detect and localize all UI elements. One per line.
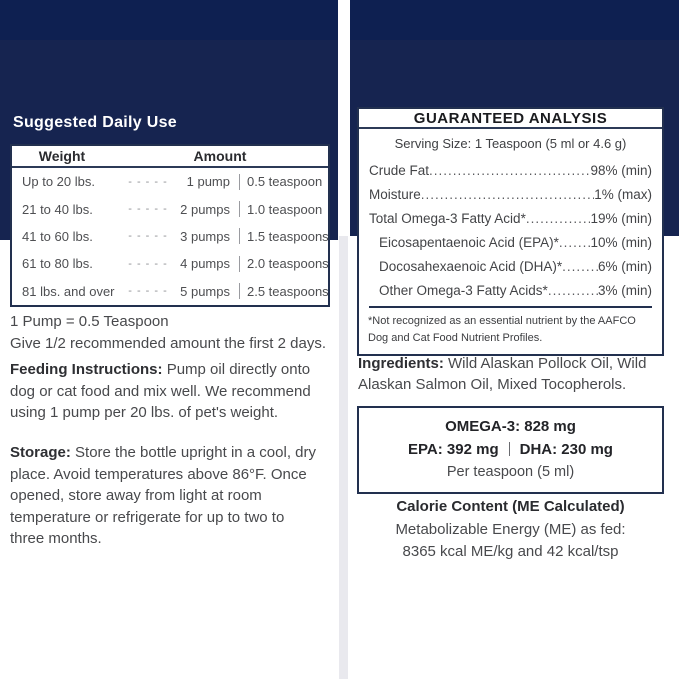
feeding-line: dog or cat food and mix well. We recommend: [10, 382, 311, 400]
epa-dha-line: [359, 438, 662, 461]
feeding-instructions: [10, 359, 340, 424]
row-dash-leader: - - - - -: [128, 175, 168, 188]
epa-amount: EPA: 392 mg: [408, 441, 499, 458]
calorie-content-title: Calorie Content (ME Calculated): [396, 498, 625, 515]
row-teaspoons: 1.5 teaspoons: [247, 228, 329, 244]
storage-instructions: [10, 442, 340, 550]
analysis-row: [359, 255, 662, 279]
dot-leader: [421, 183, 594, 207]
row-teaspoons: 2.5 teaspoons: [247, 283, 329, 299]
per-teaspoon-note: Per teaspoon (5 ml): [446, 464, 575, 480]
storage-line: Store the bottle upright in a cool, dry: [75, 444, 316, 461]
ingredients-line: Wild Alaskan Pollock Oil, Wild: [448, 355, 647, 372]
row-divider: [239, 256, 240, 272]
dot-leader: [429, 159, 590, 183]
nutrient-value: 98% (min): [590, 163, 652, 178]
row-divider: [239, 228, 240, 244]
dot-leader: [562, 255, 598, 279]
row-pumps: 4 pumps: [180, 256, 230, 272]
amount-column-header: Amount: [193, 148, 247, 164]
footnote-line: Dog and Cat Food Nutrient Profiles.: [368, 331, 543, 344]
omega3-total: OMEGA-3: 828 mg: [445, 418, 576, 435]
table-row: [12, 195, 328, 222]
ingredients-label: Ingredients:: [358, 355, 444, 372]
dha-amount: DHA: 230 mg: [519, 441, 613, 458]
row-dash-leader: - - - - -: [128, 203, 168, 216]
row-teaspoons: 2.0 teaspoons: [247, 256, 329, 272]
analysis-row: [359, 207, 662, 231]
nutrient-value: 10% (min): [590, 235, 652, 250]
row-weight: Up to 20 lbs.: [22, 174, 95, 190]
analysis-row: [359, 231, 662, 255]
weight-column-header: Weight: [38, 148, 86, 164]
ingredients-section: [358, 354, 668, 395]
table-row: [12, 168, 328, 195]
storage-line: place. Avoid temperatures above 86°F. Once: [10, 465, 307, 483]
row-pumps: 5 pumps: [180, 283, 230, 299]
dosage-table-header: [12, 146, 328, 168]
row-weight: 61 to 80 lbs.: [22, 256, 93, 272]
nutrient-label: Docosahexaenoic Acid (DHA)*: [379, 259, 563, 274]
row-weight: 81 lbs. and over: [22, 283, 115, 299]
dot-leader: [526, 207, 591, 231]
row-teaspoons: 1.0 teaspoon: [247, 201, 323, 217]
ingredients-line: Alaskan Salmon Oil, Mixed Tocopherols.: [358, 375, 627, 393]
kcal-values-line: 8365 kcal ME/kg and 42 kcal/tsp: [402, 543, 619, 560]
table-row: [12, 223, 328, 250]
nutrient-label: Eicosapentaenoic Acid (EPA)*: [379, 235, 559, 250]
nutrient-value: 1% (max): [594, 187, 652, 202]
table-row: [12, 278, 328, 305]
nutrient-value: 3% (min): [597, 283, 652, 298]
nutrient-value: 19% (min): [590, 211, 652, 226]
feeding-line: using 1 pump per 20 lbs. of pet's weight.: [10, 404, 279, 421]
row-weight: 21 to 40 lbs.: [22, 201, 93, 217]
row-dash-leader: - - - - -: [128, 230, 168, 243]
row-pumps: 3 pumps: [180, 228, 230, 244]
suggested-daily-use-title: Suggested Daily Use: [13, 114, 177, 131]
epa-dha-divider: [509, 442, 510, 456]
storage-line: three months.: [10, 530, 102, 547]
calorie-content-section: [357, 496, 664, 564]
row-teaspoons: 0.5 teaspoon: [247, 174, 323, 190]
feeding-line: Pump oil directly onto: [166, 361, 311, 378]
metabolizable-energy-line: Metabolizable Energy (ME) as fed:: [395, 520, 626, 538]
nutrient-label: Moisture: [369, 187, 421, 202]
storage-line: temperature or refrigerate for up to two to: [10, 508, 285, 526]
storage-line: opened, store away from light at room: [10, 487, 262, 504]
storage-label: Storage:: [10, 444, 71, 461]
serving-size: Serving Size: 1 Teaspoon (5 ml or 4.6 g): [394, 136, 627, 151]
note-first-days: Give 1/2 recommended amount the first 2 days.: [10, 334, 326, 352]
row-divider: [239, 283, 240, 299]
note-pump-equals: 1 Pump = 0.5 Teaspoon: [10, 313, 169, 330]
analysis-row: [359, 159, 662, 183]
pump-equivalence-notes: [10, 311, 340, 354]
footnote-line: *Not recognized as an essential nutrient by the AAFCO: [368, 315, 636, 327]
nutrient-label: Other Omega-3 Fatty Acids*: [379, 283, 548, 298]
nutrient-value: 6% (min): [597, 259, 652, 274]
dot-leader: [559, 231, 591, 255]
dosage-table: [10, 144, 330, 307]
analysis-row: [359, 183, 662, 207]
guaranteed-analysis-title: GUARANTEED ANALYSIS: [359, 109, 662, 129]
aafco-footnote: [359, 308, 662, 354]
row-dash-leader: - - - - -: [128, 285, 168, 298]
guaranteed-analysis-box: [357, 107, 664, 356]
panel-seam-divider: [339, 236, 348, 679]
table-row: [12, 250, 328, 277]
feeding-instructions-label: Feeding Instructions:: [10, 361, 163, 378]
omega-content-box: [357, 406, 664, 494]
analysis-row: [359, 279, 662, 303]
row-pumps: 2 pumps: [180, 201, 230, 217]
row-divider: [239, 174, 240, 190]
row-dash-leader: - - - - -: [128, 257, 168, 270]
dot-leader: [548, 279, 598, 303]
row-pumps: 1 pump: [186, 174, 230, 190]
nutrient-label: Crude Fat: [369, 163, 430, 178]
nutrient-label: Total Omega-3 Fatty Acid*: [369, 211, 526, 226]
row-weight: 41 to 60 lbs.: [22, 228, 93, 244]
row-divider: [239, 201, 240, 217]
